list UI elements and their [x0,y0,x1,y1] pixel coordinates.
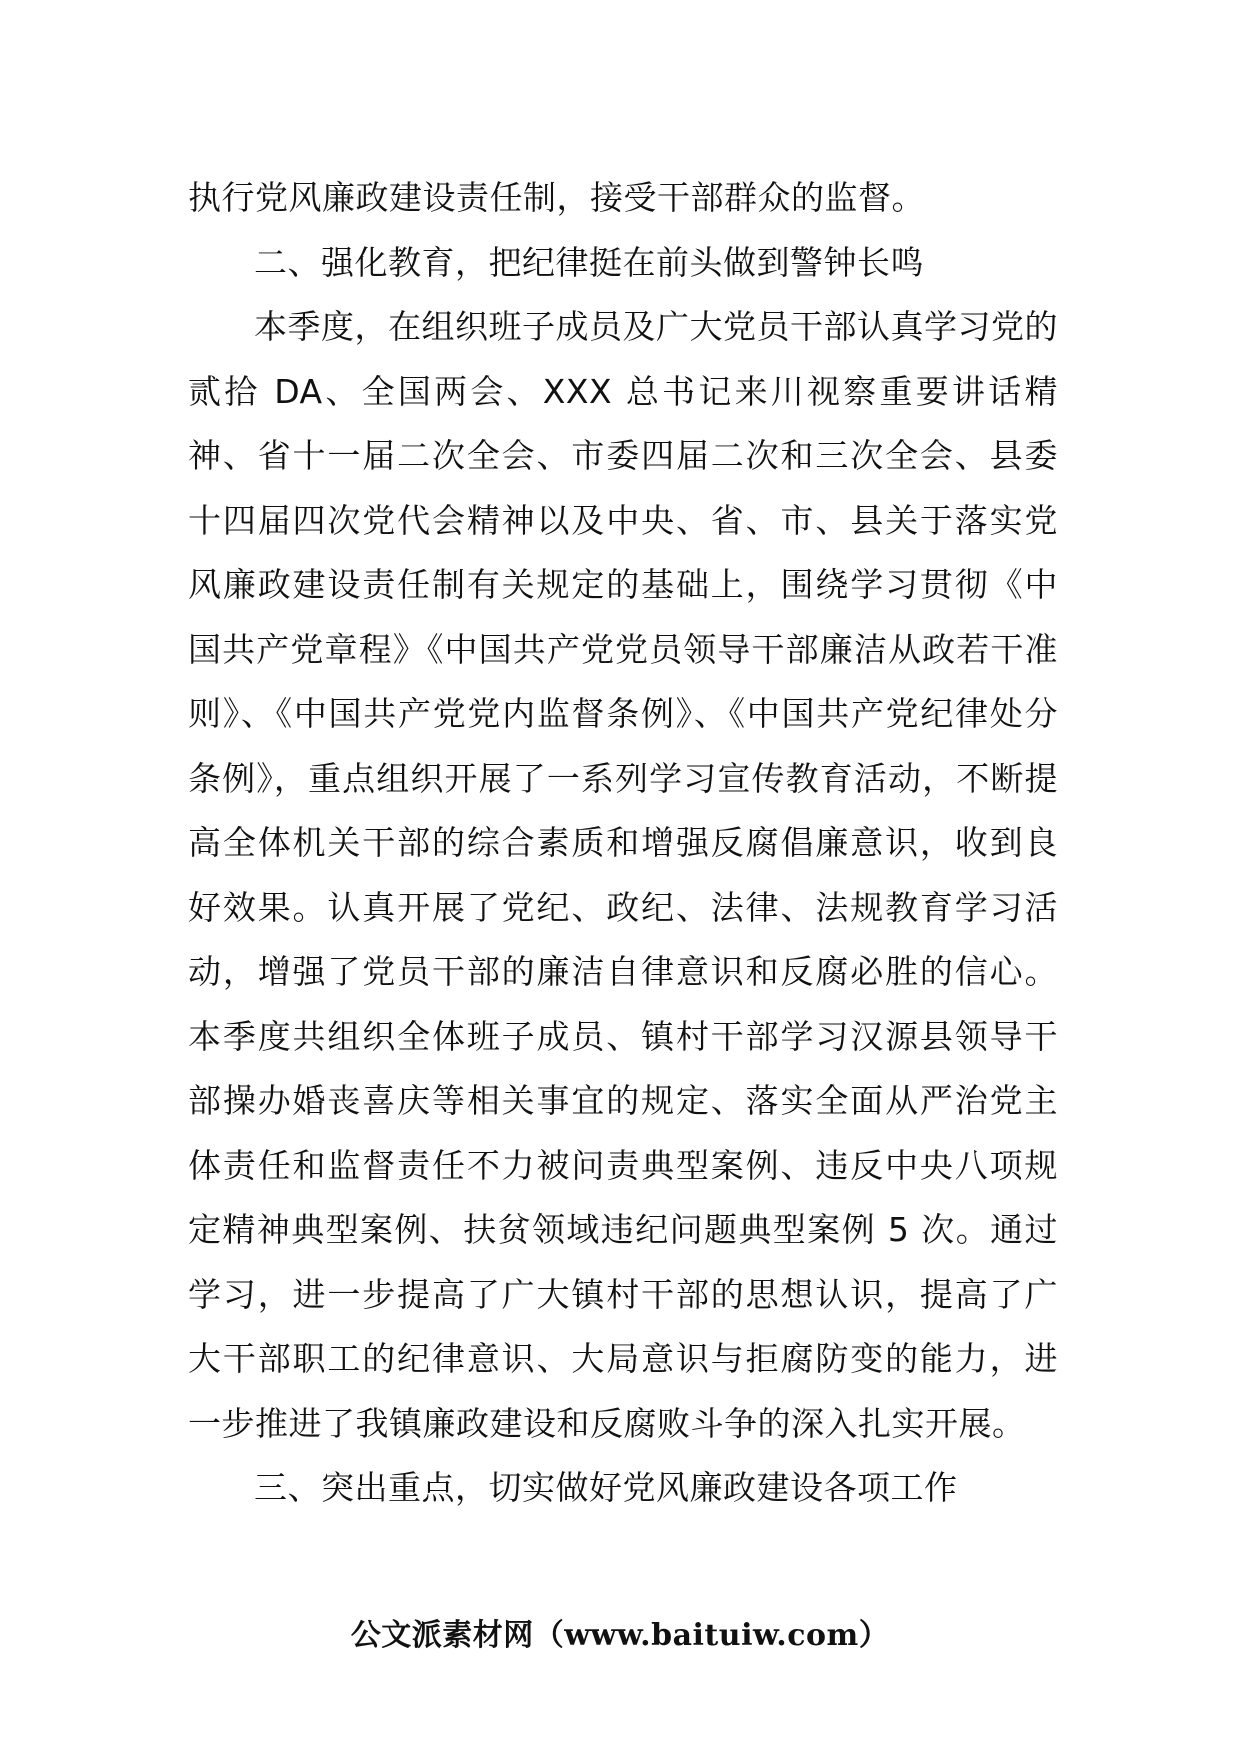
section-heading-2: 二、强化教育，把纪律挺在前头做到警钟长鸣 [254,242,924,282]
footer-watermark: 公文派素材网（www.baituiw.com） [350,1618,890,1653]
paragraph-body: 本季度，在组织班子成员及广大党员干部认真学习党的贰拾 DA、全国两会、XXX 总书记来川视察重要讲话精神、省十一届二次全会、市委四届二次和三次全会、县委十四届四次党代会精神以及中央、省、市、县关于落实党风廉政建设责任制有关规定的基础上，围绕学习贯彻《中国共产党章程》《中国共产党党员领导干部廉洁从政若干准则》、《中国共产党党内监督条例》、《中国共产党纪律处分条例》，重点组织开展了一系列学习宣传教育活动，不断提高全体机关干部的综合素质和增强反腐倡廉意识，收到良好效果。认真开展了党纪、政纪、法律、法规教育学习活动，增强了党员干部的廉洁自律意识和反腐必胜的信心。本季度共组织全体班子成员、镇村干部学习汉源县领导干部操办婚丧喜庆等相关事宜的规定、落实全面从严治党主体责任和监督责任不力被问责典型案例、违反中央八项规定精神典型案例、扶贫领域违纪问题典型案例 5 次。通过学习，进一步提高了广大镇村干部的思想认识，提高了广大干部职工的纪律意识、大局意识与拒腐防变的能力，进一步推进了我镇廉政建设和反腐败斗争的深入扎实开展。 [188,307,1058,1443]
section-heading-3: 三、突出重点，切实做好党风廉政建设各项工作 [254,1468,958,1507]
document-body [188,166,1058,1521]
paragraph-continuation: 执行党风廉政建设责任制，接受干部群众的监督。 [188,178,925,217]
